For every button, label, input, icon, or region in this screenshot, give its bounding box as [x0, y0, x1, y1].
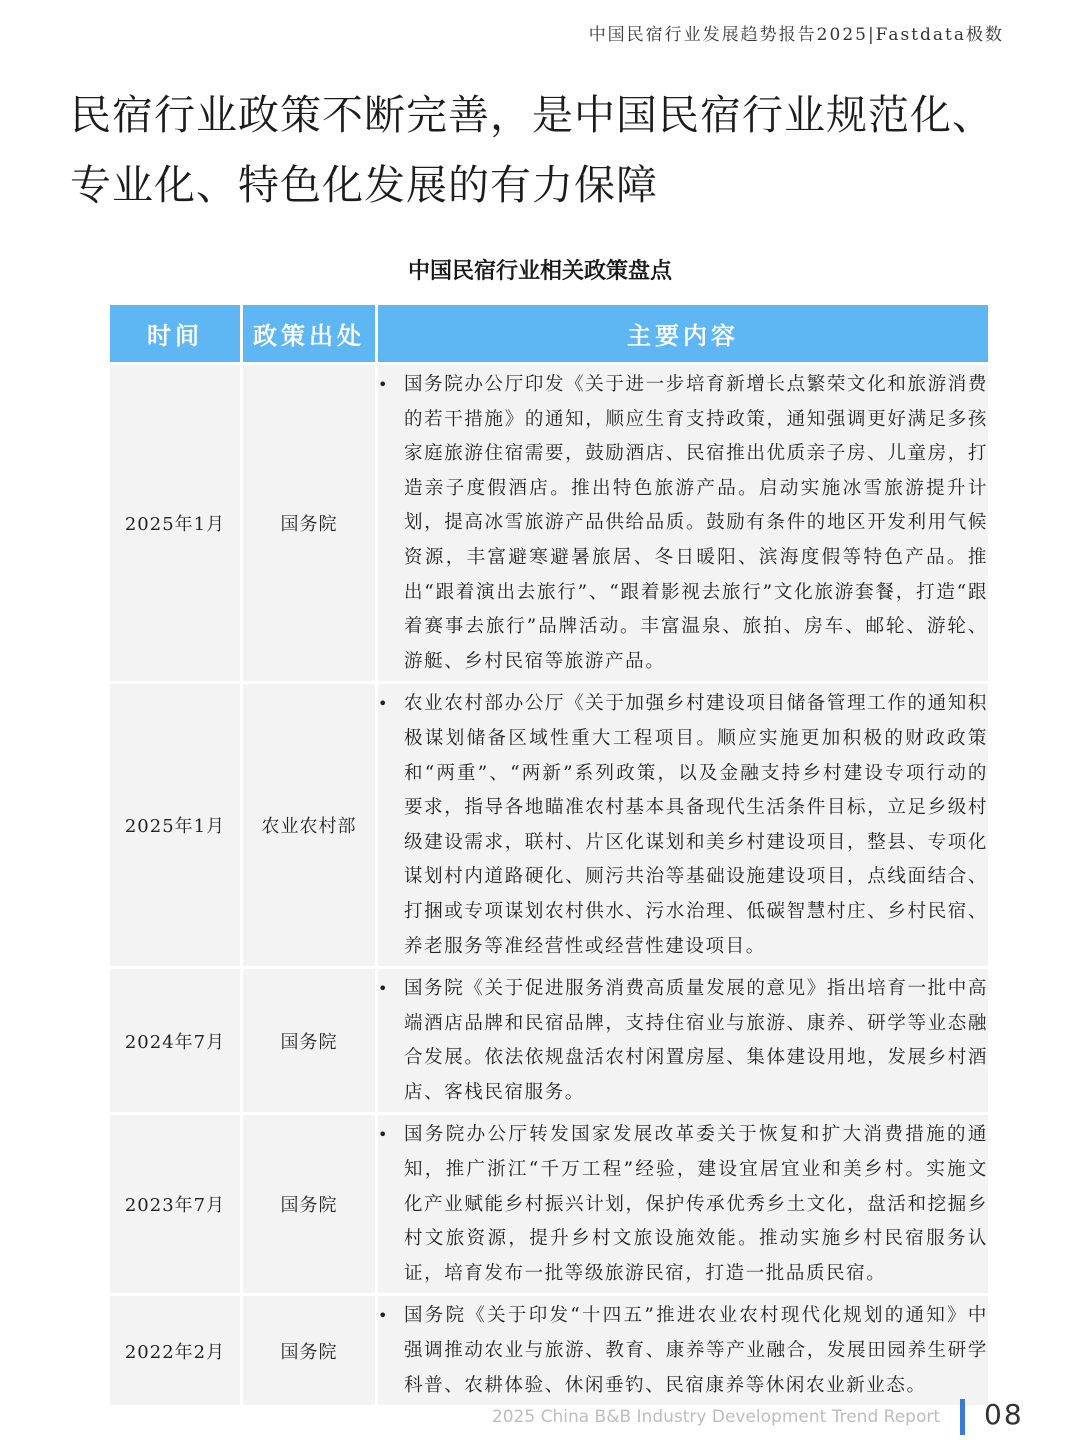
page-number: 08 — [984, 1398, 1024, 1431]
running-header: 中国民宿行业发展趋势报告2025|Fastdata极数 — [588, 25, 1004, 45]
table-row — [110, 1112, 988, 1293]
header-source: 政策出处 — [243, 305, 378, 362]
header-time: 时间 — [110, 305, 243, 362]
row-content-text: 国务院《关于印发“十四五”推进农业农村现代化规划的通知》中强调推动农业与旅游、教育、康养等产业融合，发展田园养生研学科普、农耕体验、休闲垂钓、民宿康养等休闲农业新业态。 — [404, 1305, 988, 1396]
row-source: 国务院 — [243, 365, 378, 681]
row-time: 2025年1月 — [110, 365, 243, 681]
table-row — [110, 1293, 988, 1405]
bullet-icon: • — [378, 1306, 390, 1326]
row-time: 2023年7月 — [110, 1115, 243, 1293]
row-source: 农业农村部 — [243, 684, 378, 966]
table-row — [110, 966, 988, 1112]
page-title-line-1: 民宿行业政策不断完善，是中国民宿行业规范化、 — [70, 91, 994, 139]
footer-report-title: 2025 China B&B Industry Development Trend Report — [491, 1407, 940, 1427]
row-content-text: 国务院办公厅印发《关于进一步培育新增长点繁荣文化和旅游消费的若干措施》的通知，顺应生育支持政策，通知强调更好满足多孩家庭旅游住宿需要，鼓励酒店、民宿推出优质亲子房、儿童房，打造亲子度假酒店。推出特色旅游产品。启动实施冰雪旅游提升计划，提高冰雪旅游产品供给品质。鼓励有条件的地区开发利用气候资源，丰富避寒避暑旅居、冬日暖阳、滨海度假等特色产品。推出“跟着演出去旅行”、“跟着影视去旅行”文化旅游套餐，打造“跟着赛事去旅行”品牌活动。丰富温泉、旅拍、房车、邮轮、游轮、游艇、乡村民宿等旅游产品。 — [404, 374, 988, 672]
row-time: 2024年7月 — [110, 969, 243, 1112]
row-content — [378, 1296, 988, 1405]
table-caption: 中国民宿行业相关政策盘点 — [407, 259, 672, 284]
table-header-row — [110, 305, 988, 362]
row-source: 国务院 — [243, 1115, 378, 1293]
row-content — [378, 365, 988, 681]
row-source: 国务院 — [243, 969, 378, 1112]
page-title-line-2: 专业化、特色化发展的有力保障 — [70, 161, 658, 209]
bullet-icon: • — [378, 979, 390, 999]
row-source: 国务院 — [243, 1296, 378, 1405]
bullet-icon: • — [378, 1125, 390, 1145]
row-time: 2022年2月 — [110, 1296, 243, 1405]
row-time: 2025年1月 — [110, 684, 243, 966]
row-content-text: 国务院《关于促进服务消费高质量发展的意见》指出培育一批中高端酒店品牌和民宿品牌，支持住宿业与旅游、康养、研学等业态融合发展。依法依规盘活农村闲置房屋、集体建设用地，发展乡村酒店、客栈民宿服务。 — [404, 978, 988, 1103]
footer-divider — [960, 1399, 965, 1435]
row-content-text: 农业农村部办公厅《关于加强乡村建设项目储备管理工作的通知积极谋划储备区域性重大工程项目。顺应实施更加积极的财政政策和“两重”、“两新”系列政策，以及金融支持乡村建设专项行动的要求，指导各地瞄准农村基本具备现代生活条件目标，立足乡级村级建设需求，联村、片区化谋划和美乡村建设项目，整县、专项化谋划村内道路硬化、厕污共治等基础设施建设项目，点线面结合、打捆或专项谋划农村供水、污水治理、低碳智慧村庄、乡村民宿、养老服务等准经营性或经营性建设项目。 — [404, 693, 988, 957]
bullet-icon: • — [378, 375, 390, 394]
row-content — [378, 684, 988, 966]
table-row — [110, 362, 988, 681]
row-content — [378, 1115, 988, 1293]
table-row — [110, 681, 988, 966]
bullet-icon: • — [378, 694, 390, 714]
page-title — [70, 80, 1020, 220]
policy-table — [110, 305, 988, 1405]
header-content: 主要内容 — [627, 321, 739, 350]
row-content-text: 国务院办公厅转发国家发展改革委关于恢复和扩大消费措施的通知，推广浙江“千万工程”经验，建设宜居宜业和美乡村。实施文化产业赋能乡村振兴计划，保护传承优秀乡土文化，盘活和挖掘乡村文旅资源，提升乡村文旅设施效能。推动实施乡村民宿服务认证，培育发布一批等级旅游民宿，打造一批品质民宿。 — [404, 1124, 988, 1284]
row-content — [378, 969, 988, 1112]
